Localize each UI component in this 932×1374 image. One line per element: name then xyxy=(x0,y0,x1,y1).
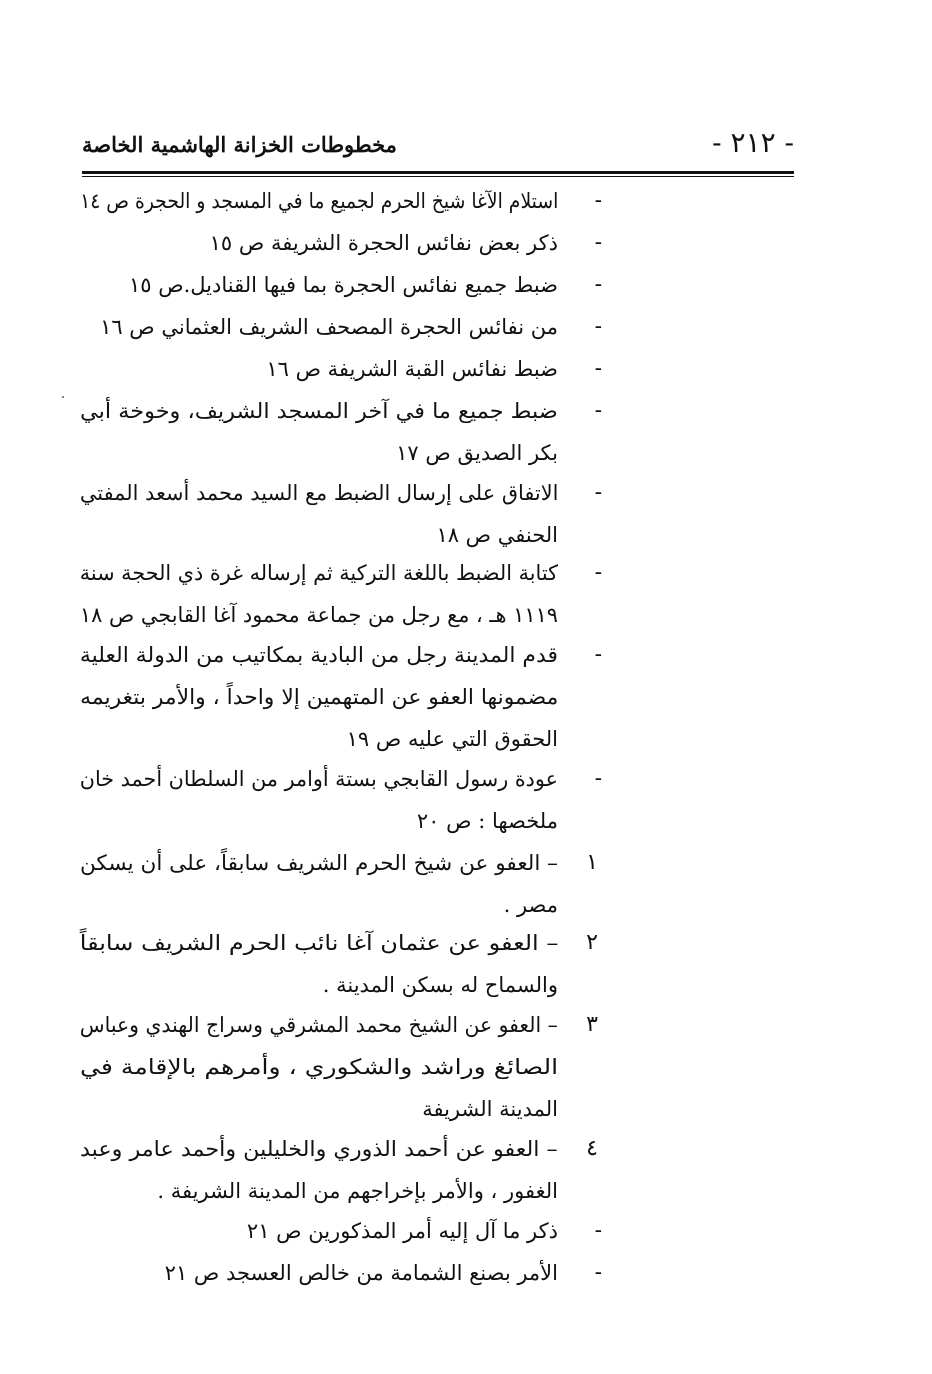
entry-line: الصائغ وراشد والشكوري ، وأمرهم بالإقامة في xyxy=(79,1055,558,1079)
bullet-dash: - xyxy=(594,480,602,505)
bullet-dash: - xyxy=(594,766,602,791)
entry-line: ١١١٩ هـ ، مع رجل من جماعة محمود آغا القابجي ص ١٨ xyxy=(79,603,558,627)
entry-line: ذكر بعض نفائس الحجرة الشريفة ص ١٥ xyxy=(209,231,558,255)
entry-line: مضمونها العفو عن المتهمين إلا واحداً ، والأمر بتغريمه xyxy=(79,685,558,709)
entry-line: – العفو عن أحمد الذوري والخليلين وأحمد عامر وعبد xyxy=(80,1137,558,1161)
list-number: ٢ xyxy=(586,930,598,955)
entry-line: ضبط جميع نفائس الحجرة بما فيها القناديل.ص ١٥ xyxy=(128,273,558,297)
bullet-dash: - xyxy=(594,356,602,381)
header-rule-thin xyxy=(82,176,794,177)
bullet-dash: - xyxy=(594,272,602,297)
entry-line: كتابة الضبط باللغة التركية ثم إرساله غرة ذي الحجة سنة xyxy=(79,561,558,585)
bullet-dash: - xyxy=(594,1260,602,1285)
entry-line: المدينة الشريفة xyxy=(422,1097,558,1121)
entry-line: ذكر ما آل إليه أمر المذكورين ص ٢١ xyxy=(246,1219,558,1243)
entry-line: بكر الصديق ص ١٧ xyxy=(396,441,558,465)
entry-line: – العفو عن شيخ الحرم الشريف سابقاً، على أن يسكن xyxy=(79,851,558,875)
bullet-dash: - xyxy=(594,230,602,255)
bullet-dash: - xyxy=(594,560,602,585)
bullet-dash: - xyxy=(594,398,602,423)
entry-line: ملخصها : ص ٢٠ xyxy=(416,809,558,833)
entry-line: – العفو عن عثمان آغا نائب الحرم الشريف سابقاً xyxy=(79,931,558,955)
list-number: ٤ xyxy=(586,1136,598,1161)
entry-line: الحنفي ص ١٨ xyxy=(436,523,558,547)
entry-line: الحقوق التي عليه ص ١٩ xyxy=(346,727,558,751)
bullet-dash: - xyxy=(594,314,602,339)
bullet-dash: - xyxy=(594,1218,602,1243)
running-title: مخطوطات الخزانة الهاشمية الخاصة xyxy=(82,132,397,157)
page-number: - ٢١٢ - xyxy=(712,126,794,159)
header-rule xyxy=(82,171,794,174)
margin-mark xyxy=(62,396,64,398)
entry-line: – العفو عن الشيخ محمد المشرقي وسراج الهندي وعباس xyxy=(79,1013,558,1037)
entry-line: مصر . xyxy=(503,893,558,917)
entry-line: ضبط جميع ما في آخر المسجد الشريف، وخوخة أبي xyxy=(80,399,558,423)
entry-line: قدم المدينة رجل من البادية بمكاتيب من الدولة العلية xyxy=(79,643,558,667)
entry-line: عودة رسول القابجي بستة أوامر من السلطان أحمد خان xyxy=(79,767,558,791)
entry-line: الاتفاق على إرسال الضبط مع السيد محمد أسعد المفتي xyxy=(79,481,558,505)
list-number: ٣ xyxy=(586,1012,598,1037)
entry-line: الغفور ، والأمر بإخراجهم من المدينة الشريفة . xyxy=(157,1179,558,1203)
entry-line: من نفائس الحجرة المصحف الشريف العثماني ص ١٦ xyxy=(100,315,558,339)
bullet-dash: - xyxy=(594,642,602,667)
entry-line: الأمر بصنع الشمامة من خالص العسجد ص ٢١ xyxy=(164,1261,558,1285)
list-number: ١ xyxy=(586,850,598,875)
bullet-dash: - xyxy=(594,188,602,213)
entry-line: والسماح له بسكن المدينة . xyxy=(322,973,558,997)
entry-line: استلام الآغا شيخ الحرم لجميع ما في المسجد و الحجرة ص ١٤ xyxy=(79,189,559,213)
entry-line: ضبط نفائس القبة الشريفة ص ١٦ xyxy=(266,357,558,381)
